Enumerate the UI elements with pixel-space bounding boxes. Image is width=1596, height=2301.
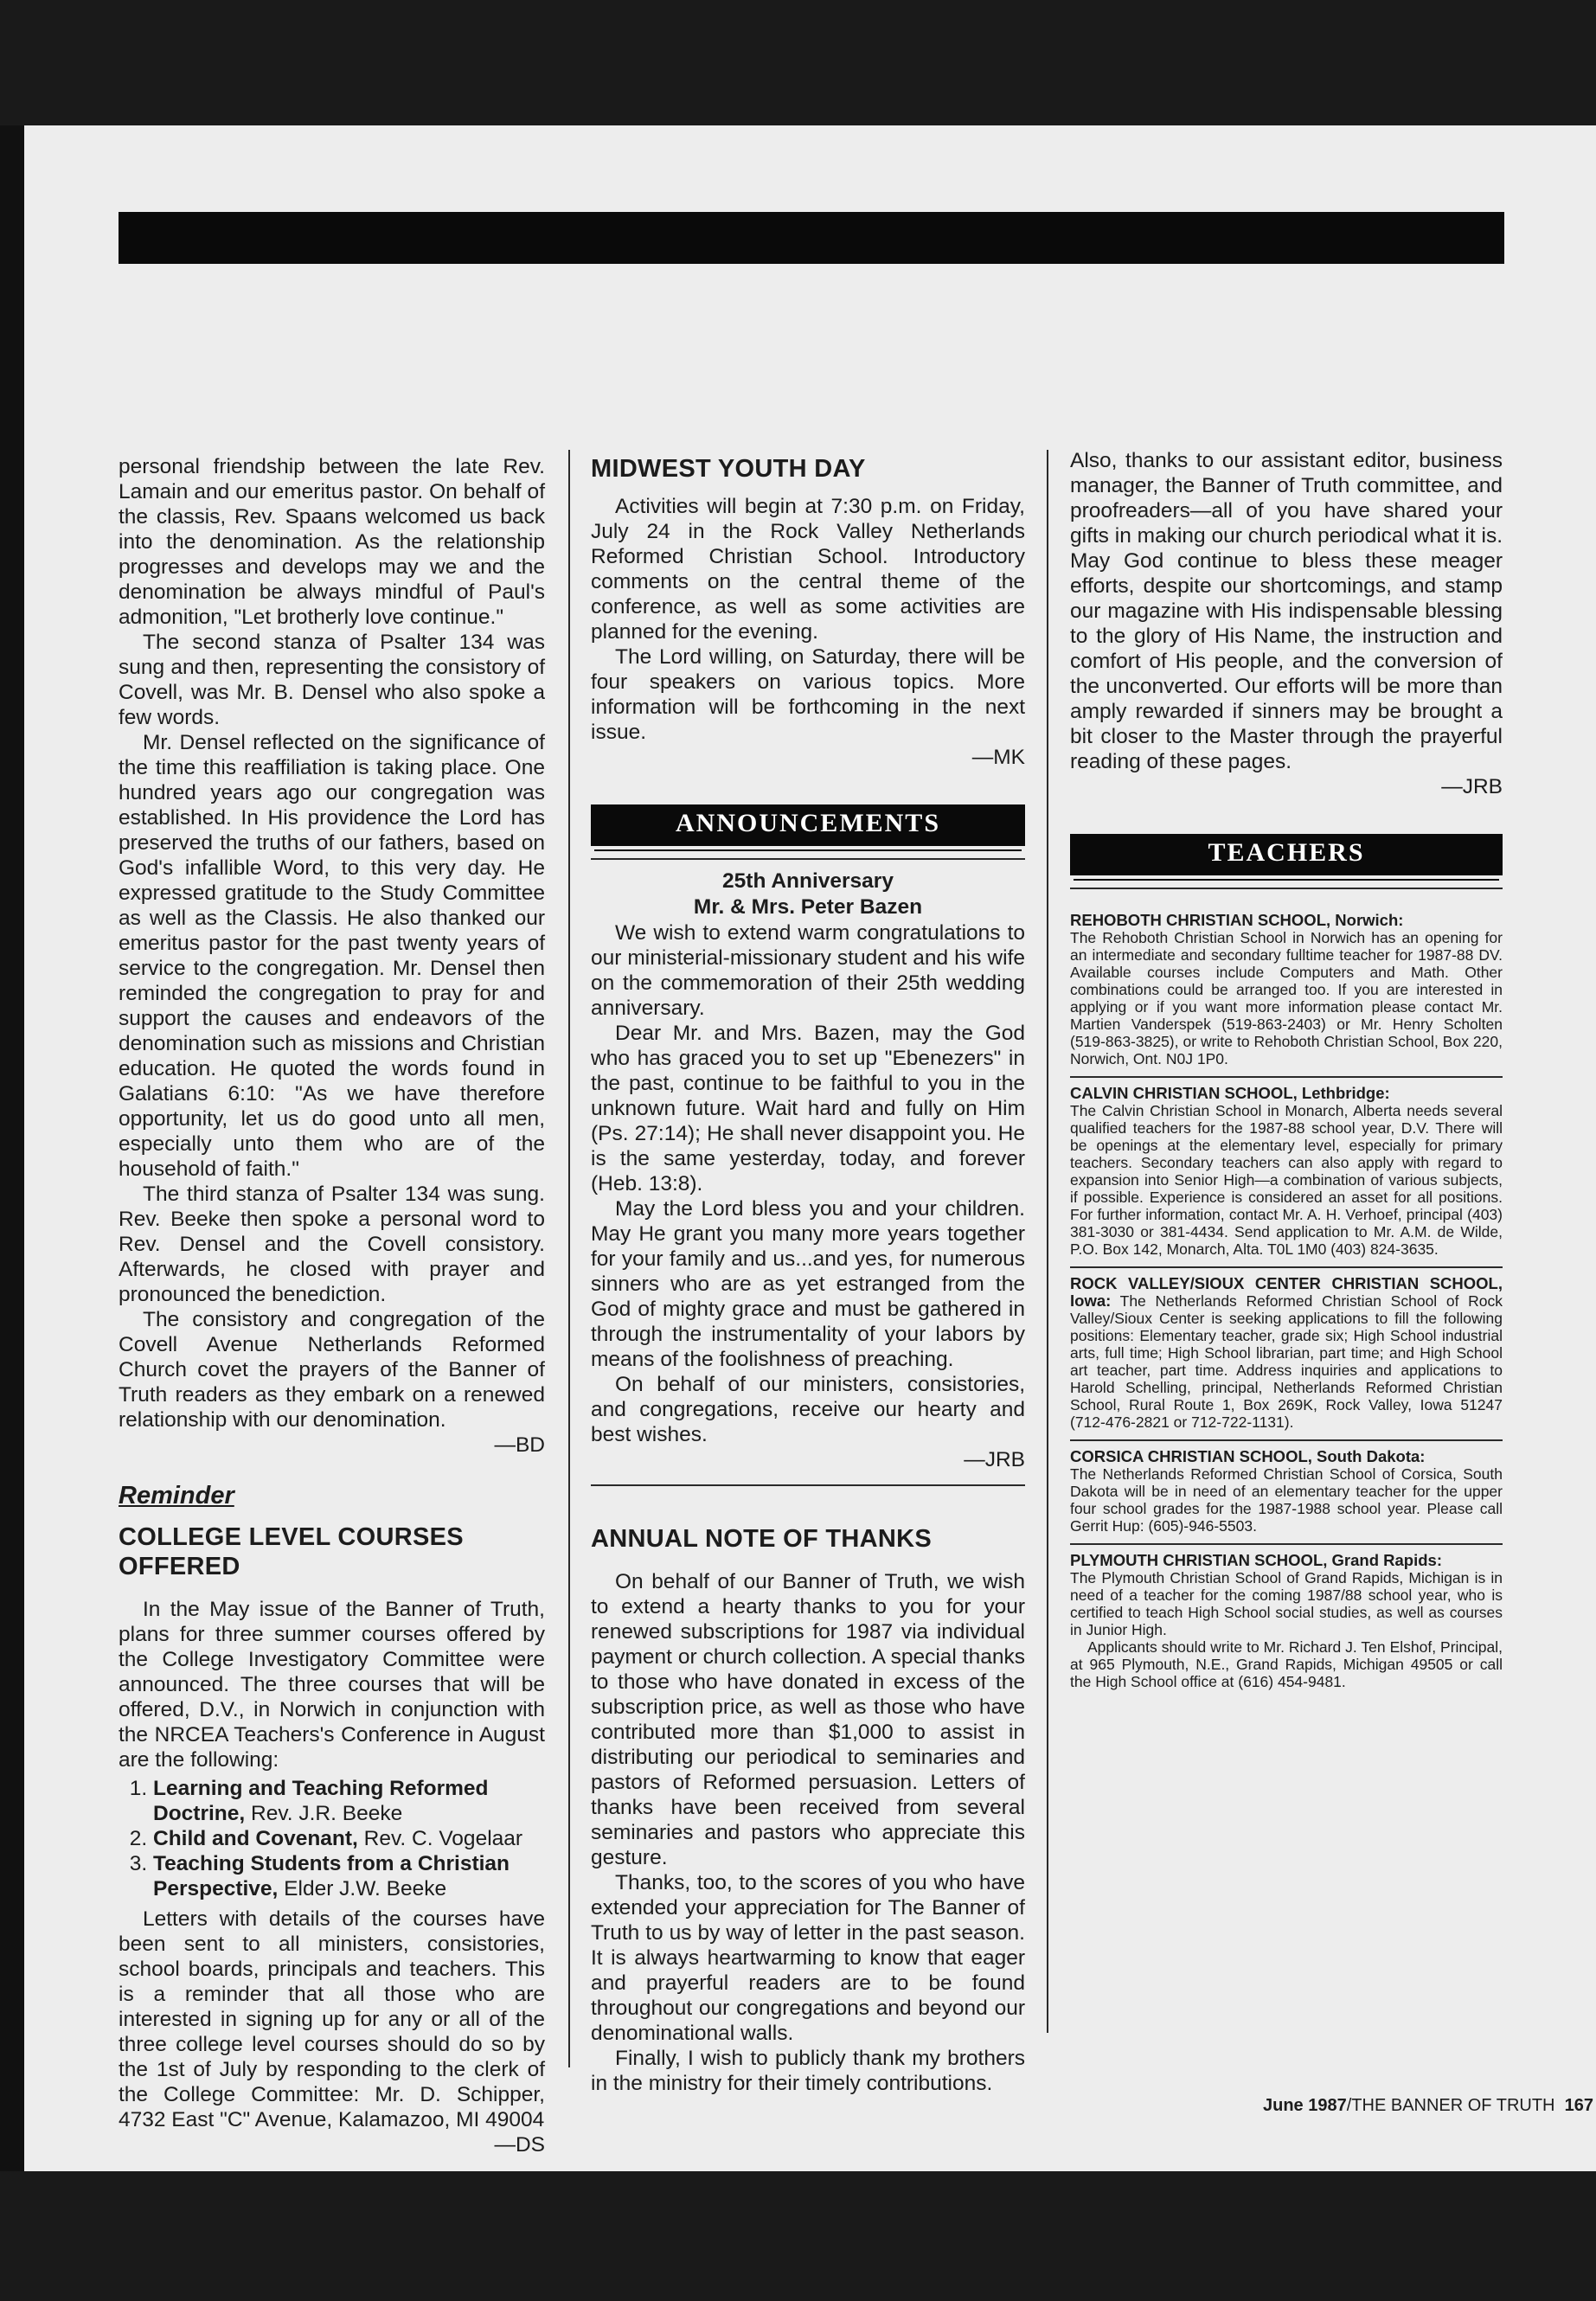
anniversary-paragraph: On behalf of our ministers, consistories, and congregations, receive our hearty and best wishes. — [591, 1373, 1025, 1446]
course-title: Child and Covenant, — [153, 1827, 358, 1850]
school-name: REHOBOTH CHRISTIAN SCHOOL, Norwich: — [1070, 911, 1404, 929]
thanks-paragraph: On behalf of our Banner of Truth, we wish to extend a hearty thanks to you for your renewed subscriptions for 1987 via individual payment or church collection. A special thanks to those who have donated in excess of the subscription price, as well as those who have contributed more than $1,000 to assist in distributing our periodical to seminaries and pastors of Reformed persuasion. Letters of thanks have been received from several seminaries and pastors who appreciate this gesture. — [591, 1570, 1025, 1869]
announcements-banner: ANNOUNCEMENTS — [591, 804, 1025, 846]
header-bar — [119, 212, 1504, 264]
article-paragraph: The second stanza of Psalter 134 was sung and then, representing the consistory of Covell, was Mr. B. Densel who also spoke a few words. — [119, 631, 545, 729]
courses-paragraph: Letters with details of the courses have been sent to all ministers, consistories, school boards, principals and teachers. This is a reminder that all those who are interested in signing up for any or all of the three college level courses should do so by the 1st of July by responding to the clerk of the College Committee: Mr. D. Schipper, 4732 East "C" Avenue, Kalamazoo, MI 49004 — [119, 1907, 545, 2131]
school-details: The Plymouth Christian School of Grand Rapids, Michigan is in need of a teacher for the coming 1987/88 school year, who is certified to teach High School social studies, as well as courses in Junior High. — [1070, 1569, 1503, 1638]
column-2 — [591, 454, 1025, 2096]
signature: —DS — [494, 2133, 545, 2157]
article-paragraph: personal friendship between the late Rev. Lamain and our emeritus pastor. On behalf of the classis, Rev. Spaans welcomed us back into the denomination. As the relationship progresses and develops may we and the denomination be always mindful of Paul's admonition, "Let brotherly love continue." — [119, 455, 545, 629]
courses-paragraph: In the May issue of the Banner of Truth, plans for three summer courses offered by the College Investigatory Committee were announced. The three courses that will be offered, D.V., in Norwich in conjunction with the NRCEA Teachers's Conference in August are the following: — [119, 1598, 545, 1772]
anniversary-paragraph: We wish to extend warm congratulations to our ministerial-missionary student and his wife on the commemoration of their 25th wedding anniversary. — [591, 921, 1025, 1020]
column-3 — [1070, 448, 1503, 1699]
course-item — [153, 1826, 545, 1851]
courses-title: COLLEGE LEVEL COURSES OFFERED — [119, 1523, 464, 1580]
course-instructor: Rev. C. Vogelaar — [357, 1827, 523, 1850]
youth-paragraph: The Lord willing, on Saturday, there will be four speakers on various topics. More information will be forthcoming in the next issue. — [591, 645, 1025, 744]
course-item — [153, 1851, 545, 1901]
teachers-banner: TEACHERS — [1070, 834, 1503, 875]
scan-edge — [0, 125, 24, 2171]
school-listing — [1070, 905, 1503, 1078]
school-details: The Calvin Christian School in Monarch, Alberta needs several qualified teachers for the 1987-88 school year, D.V. There will be openings at the elementary level, especially for primary teachers. Secondary teachers can also apply with regard to expansion into Senior High—a combination of various subjects, if possible. Experience is considered an asset for all positions. For further information, contact Mr. A. H. Verhoef, principal (403) 381-3030 or 381-4434. Send application to Mr. A.M. de Wilde, P.O. Box 142, Monarch, Alta. T0L 1M0 (403) 824-3635. — [1070, 1102, 1503, 1258]
youth-title: MIDWEST YOUTH DAY — [591, 455, 866, 483]
teacher-listings — [1070, 905, 1503, 1699]
school-details: Applicants should write to Mr. Richard J. Ten Elshof, Principal, at 965 Plymouth, N.E., Grand Rapids, Michigan 49505 or call the High School office at (616) 454-9481. — [1070, 1638, 1503, 1690]
article-paragraph: Mr. Densel reflected on the significance of the time this reaffiliation is taking place. One hundred years ago our congregation was established. In His providence the Lord has preserved the truths of our fathers, based on God's infallible Word, to this very day. He expressed gratitude to the Study Committee as well as the Classis. He also thanked our emeritus pastor for the past twenty years of service to the congregation. Mr. Densel then reminded the congregation to pray for and support the causes and endeavors of the denomination such as missions and Christian education. He quoted the words found in Galatians 6:10: "As we have therefore opportunity, let us do good unto all men, especially unto them who are of the household of faith." — [119, 731, 545, 1181]
column-rule-2 — [1047, 450, 1048, 2033]
anniversary-names: Mr. & Mrs. Peter Bazen — [693, 895, 923, 919]
school-name: CORSICA CHRISTIAN SCHOOL, South Dakota: — [1070, 1447, 1426, 1465]
reminder-heading: Reminder — [119, 1482, 234, 1509]
anniversary-title: 25th Anniversary — [722, 869, 894, 893]
school-listing — [1070, 1078, 1503, 1268]
thanks-paragraph: Finally, I wish to publicly thank my brothers in the ministry for their timely contributions. — [591, 2047, 1025, 2095]
course-item — [153, 1776, 545, 1826]
column-rule-1 — [568, 450, 570, 2067]
anniversary-paragraph: Dear Mr. and Mrs. Bazen, may the God who has graced you to set up "Ebenezers" in the past, continue to be faithful to you in the unknown future. Wait hard and fully on Him (Ps. 27:14); He shall never disappoint you. He is the same yesterday, today, and forever (Heb. 13:8). — [591, 1022, 1025, 1195]
footer-publication: /THE BANNER OF TRUTH — [1346, 2096, 1555, 2115]
signature: —BD — [494, 1433, 545, 1457]
courses-list — [119, 1776, 545, 1901]
course-instructor: Rev. J.R. Beeke — [245, 1802, 403, 1825]
thanks-paragraph: Thanks, too, to the scores of you who have extended your appreciation for The Banner of Truth to us by way of letter in the past season. It is always heartwarming to know that eager and prayerful readers are to be found throughout our congregations and beyond our denominational walls. — [591, 1871, 1025, 2045]
school-details: The Netherlands Reformed Christian School of Corsica, South Dakota will be in need of an elementary teacher for the upper four school grades for the 1987-1988 school year. Please call Gerrit Hup: (605)-946-5503. — [1070, 1465, 1503, 1535]
school-listing — [1070, 1441, 1503, 1545]
school-name: ROCK VALLEY/SIOUX CENTER CHRISTIAN SCHOOL, Iowa: — [1070, 1274, 1503, 1310]
signature: —JRB — [1441, 775, 1503, 798]
school-listing — [1070, 1268, 1503, 1441]
page-number: 167 — [1564, 2096, 1593, 2115]
article-paragraph: The third stanza of Psalter 134 was sung. Rev. Beeke then spoke a personal word to Rev. Densel and the Covell consistory. Afterwards, he closed with prayer and pronounced the benediction. — [119, 1183, 545, 1306]
page-footer — [1263, 2096, 1593, 2116]
course-title: Teaching Students from a Christian Perspective, — [153, 1852, 510, 1900]
article-paragraph: The consistory and congregation of the Covell Avenue Netherlands Reformed Church covet the prayers of the Banner of Truth readers as they embark on a renewed relationship with our denomination. — [119, 1308, 545, 1432]
signature: —JRB — [964, 1448, 1025, 1471]
column-1 — [119, 454, 545, 2157]
thanks-title: ANNUAL NOTE OF THANKS — [591, 1525, 933, 1553]
course-instructor: Elder J.W. Beeke — [278, 1877, 447, 1900]
school-name: CALVIN CHRISTIAN SCHOOL, Lethbridge: — [1070, 1084, 1390, 1102]
footer-date: June 1987 — [1263, 2096, 1347, 2115]
signature: —MK — [971, 746, 1025, 769]
thanks-continued: Also, thanks to our assistant editor, business manager, the Banner of Truth committee, and proofreaders—all of you have shared your gifts in making our church periodical what it is. May God continue to bless these meager efforts, despite our shortcomings, and stamp our magazine with His indispensable blessing to the glory of His Name, the instruction and comfort of His people, and the conversion of the unconverted. Our efforts will be more than amply rewarded if sinners may be brought a bit closer to the Master through the prayerful reading of these pages. — [1070, 449, 1503, 773]
youth-paragraph: Activities will begin at 7:30 p.m. on Friday, July 24 in the Rock Valley Netherlands Reformed Christian School. Introductory comments on the central theme of the conference, as well as some activities are planned for the evening. — [591, 495, 1025, 644]
course-title: Learning and Teaching Reformed Doctrine, — [153, 1777, 489, 1825]
anniversary-paragraph: May the Lord bless you and your children. May He grant you many more years together for your family and us...and yes, for numerous sinners who are as yet estranged from the God of mighty grace and must be gathered in through the instrumentality of your labors by means of the foolishness of preaching. — [591, 1197, 1025, 1371]
school-listing — [1070, 1545, 1503, 1699]
school-details: The Netherlands Reformed Christian School of Rock Valley/Sioux Center is seeking applications to fill the following positions: Elementary teacher, grade six; High School industrial arts, full time; High School librarian, part time; and High School art teacher, part time. Address inquiries and applications to Harold Schelling, principal, Netherlands Reformed Christian School, Rural Route 1, Box 269K, Rock Valley, Iowa 51247 (712-476-2821 or 712-722-1131). — [1070, 1292, 1503, 1431]
school-details: The Rehoboth Christian School in Norwich has an opening for an intermediate and secondary fulltime teacher for 1987-88 DV. Available courses include Computers and Math. Other combinations could be arranged too. If you are interested in applying or if you want more information please contact Mr. Martien Vanderspek (519-863-2403) or Mr. Henry Scholten (519-863-3825), or write to Rehoboth Christian School, Box 220, Norwich, Ont. N0J 1P0. — [1070, 929, 1503, 1067]
school-name: PLYMOUTH CHRISTIAN SCHOOL, Grand Rapids: — [1070, 1551, 1442, 1569]
